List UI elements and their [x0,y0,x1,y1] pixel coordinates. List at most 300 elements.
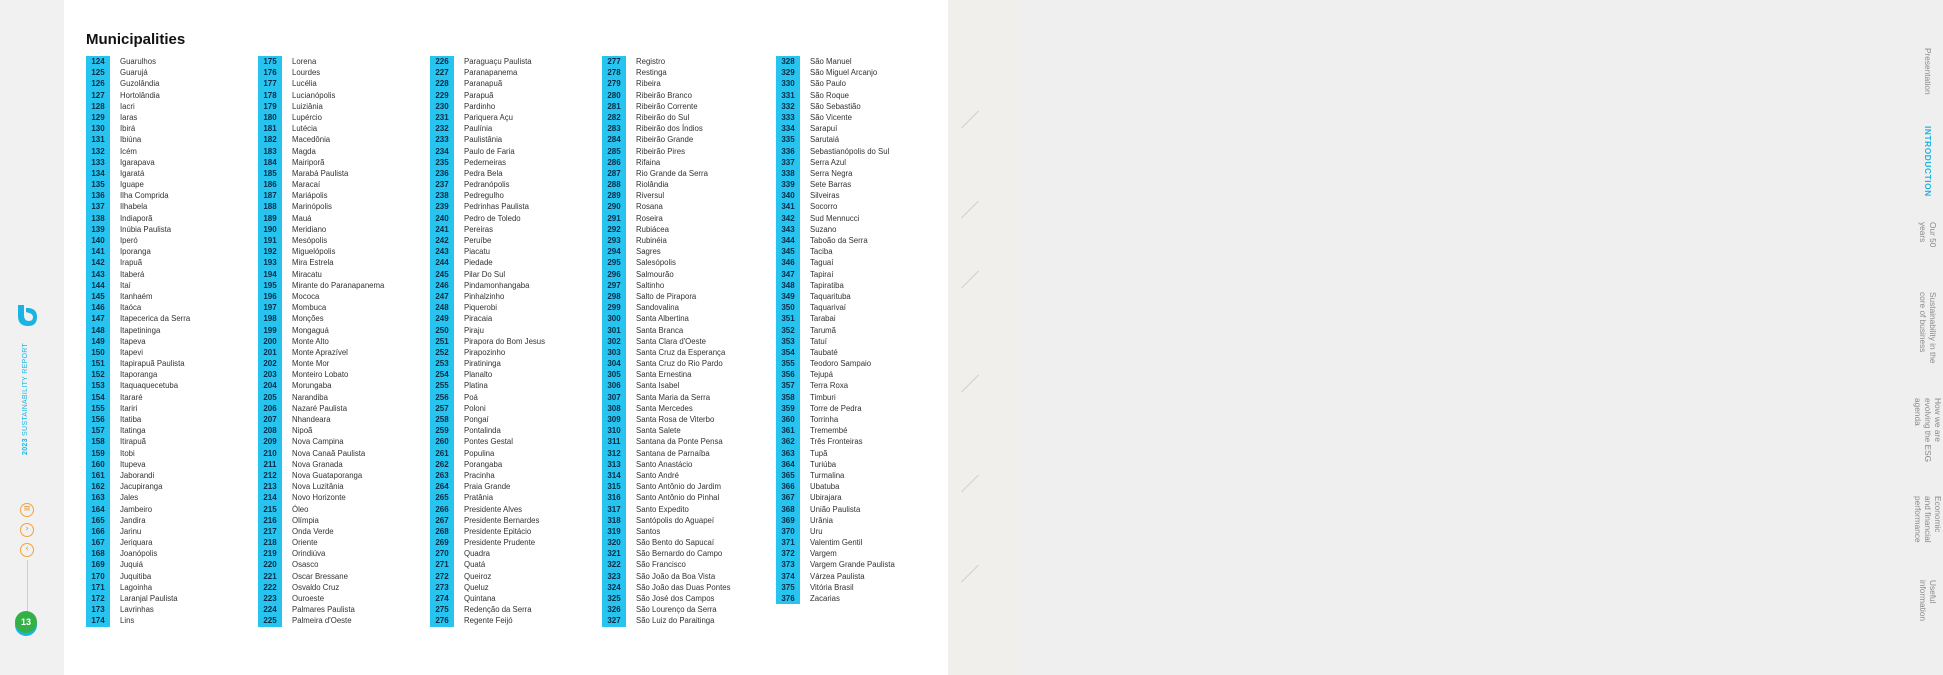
table-row [776,414,895,425]
table-row [258,67,384,78]
municipality-name: Paulínia [464,124,493,134]
municipality-number: 168 [86,548,110,559]
municipality-name: Pinhalzinho [464,291,505,301]
municipality-name: Morungaba [292,381,332,391]
municipality-number: 246 [430,280,454,291]
municipality-name: São Sebastião [810,101,861,111]
municipality-name: Ubirajara [810,493,842,503]
municipality-number: 344 [776,235,800,246]
tab-separator [961,271,979,289]
municipality-number: 250 [430,325,454,336]
chevron-left-icon[interactable]: ‹ [20,543,34,557]
table-row [602,470,731,481]
table-row [430,358,545,369]
municipality-name: Novo Horizonte [292,493,346,503]
municipality-name: Restinga [636,68,667,78]
municipality-name: Jarinu [120,526,142,536]
table-row [258,146,384,157]
table-row [86,504,190,515]
table-row [430,537,545,548]
municipality-number: 272 [430,571,454,582]
municipality-number: 152 [86,369,110,380]
municipality-name: Santo Antônio do Pinhal [636,493,720,503]
municipality-name: São João das Duas Pontes [636,582,731,592]
municipality-name: Nova Granada [292,459,343,469]
municipality-name: Silveiras [810,191,840,201]
municipality-name: Poloni [464,403,486,413]
table-row [258,313,384,324]
table-row [430,515,545,526]
municipality-name: Ribeirão Pires [636,146,685,156]
table-row [86,593,190,604]
municipality-name: São Roque [810,90,850,100]
tab-separator [961,111,979,129]
municipality-number: 153 [86,380,110,391]
municipality-number: 196 [258,291,282,302]
table-row [258,414,384,425]
municipality-name: Nazaré Paulista [292,403,348,413]
chevron-right-icon[interactable]: › [20,523,34,537]
municipality-number: 343 [776,224,800,235]
municipality-name: Iguape [120,180,144,190]
municipality-name: Santa Albertina [636,314,689,324]
municipality-name: Rio Grande da Serra [636,168,708,178]
municipality-name: Presidente Bernardes [464,515,540,525]
table-row [776,470,895,481]
municipality-number: 190 [258,224,282,235]
municipality-name: São Paulo [810,79,846,89]
table-row [86,380,190,391]
table-row [602,101,731,112]
table-row [776,347,895,358]
municipality-name: Itapirapuã Paulista [120,359,185,369]
table-row [258,470,384,481]
municipality-name: Registro [636,57,666,66]
municipality-name: Iporanga [120,247,151,257]
municipality-name: Torre de Pedra [810,403,862,413]
table-row [776,224,895,235]
table-row [602,246,731,257]
municipality-name: Maracaí [292,180,321,190]
table-row [86,459,190,470]
municipality-name: Guarujá [120,68,148,78]
table-row [258,504,384,515]
municipality-number: 224 [258,604,282,615]
municipality-name: Salto de Pirapora [636,291,697,301]
municipality-number: 264 [430,481,454,492]
municipality-number: 342 [776,213,800,224]
municipality-number: 158 [86,436,110,447]
table-row [258,537,384,548]
municipality-number: 363 [776,448,800,459]
municipality-number: 129 [86,112,110,123]
municipality-name: Zacarias [810,594,840,603]
tab-economic-performance[interactable]: Economic and financial performance [1913,496,1943,543]
table-row [602,280,731,291]
table-row [258,481,384,492]
municipality-name: Nova Campina [292,437,344,447]
municipality-number: 337 [776,157,800,168]
municipality-name: Rosana [636,202,663,212]
tab-sustainability-core[interactable]: Sustainability in the core of business [1918,292,1938,364]
municipality-number: 127 [86,90,110,101]
table-row [86,123,190,134]
table-row [258,392,384,403]
municipality-number: 311 [602,436,626,447]
municipality-name: Pedranópolis [464,180,510,190]
municipality-number: 225 [258,615,282,626]
municipality-name: Várzea Paulista [810,571,865,581]
municipality-number: 374 [776,571,800,582]
municipality-name: Vargem Grande Paulista [810,560,895,570]
municipality-name: Hortolândia [120,90,160,100]
municipality-name: Lutécia [292,124,318,134]
municipality-number: 305 [602,369,626,380]
municipality-number: 356 [776,369,800,380]
table-row [430,235,545,246]
municipality-number: 181 [258,123,282,134]
municipality-number: 186 [258,179,282,190]
table-row [430,269,545,280]
table-row [86,67,190,78]
table-row [430,604,545,615]
municipality-name: Sebastianópolis do Sul [810,146,890,156]
table-row [430,392,545,403]
document-page [64,0,948,675]
table-row [258,201,384,212]
table-row [776,459,895,470]
table-row [86,190,190,201]
municipality-number: 331 [776,90,800,101]
municipality-name: Queluz [464,582,489,592]
table-row [776,436,895,447]
municipality-name: Itaporanga [120,370,158,380]
table-row [430,582,545,593]
municipality-name: Torrinha [810,415,839,424]
municipality-number: 299 [602,302,626,313]
table-row [258,56,384,67]
municipality-name: São Bernardo do Campo [636,549,723,559]
tab-introduction[interactable]: INTRODUCTION [1923,126,1933,197]
table-row [86,347,190,358]
table-row [258,280,384,291]
tab-presentation[interactable]: Presentation [1923,48,1933,95]
municipality-number: 316 [602,492,626,503]
municipality-number: 139 [86,224,110,235]
municipality-name: Narandiba [292,392,328,402]
municipality-number: 242 [430,235,454,246]
municipality-name: Três Fronteiras [810,437,863,447]
municipality-number: 304 [602,358,626,369]
table-row [86,615,190,626]
municipality-number: 323 [602,571,626,582]
municipality-number: 345 [776,246,800,257]
municipality-name: Itatiba [120,415,142,424]
table-row [776,336,895,347]
tab-useful-information[interactable]: Useful information [1918,580,1938,622]
municipality-number: 195 [258,280,282,291]
tab-separator [961,375,979,393]
municipality-name: Roseira [636,213,663,223]
municipality-name: Tupã [810,448,828,458]
municipality-name: São Francisco [636,560,686,570]
municipality-name: São Lourenço da Serra [636,605,717,615]
municipality-name: Santa Cruz da Esperança [636,347,726,357]
municipality-number: 267 [430,515,454,526]
table-row [258,190,384,201]
municipality-name: Pracinha [464,470,495,480]
municipality-name: Nova Guataporanga [292,470,363,480]
municipality-number: 335 [776,134,800,145]
municipality-number: 247 [430,291,454,302]
municipality-name: Timburi [810,392,836,402]
municipality-number: 328 [776,56,800,67]
municipality-number: 182 [258,134,282,145]
municipality-name: Mairiporã [292,157,325,167]
municipality-number: 164 [86,504,110,515]
menu-icon[interactable]: ≡ [20,503,34,517]
municipality-name: Monções [292,314,324,324]
municipality-number: 215 [258,504,282,515]
municipality-number: 286 [602,157,626,168]
municipality-name: Santa Rosa de Viterbo [636,415,715,424]
table-row [776,481,895,492]
municipality-name: São João da Boa Vista [636,571,716,581]
municipality-name: Taboão da Serra [810,236,868,245]
brand-logo-icon [16,303,38,327]
table-row [430,615,545,626]
table-row [602,571,731,582]
table-row [430,571,545,582]
municipality-number: 365 [776,470,800,481]
table-row [602,168,731,179]
table-row [258,436,384,447]
table-row [602,492,731,503]
table-row [258,459,384,470]
municipality-name: Riolândia [636,180,669,190]
table-row [602,559,731,570]
table-row [602,179,731,190]
table-row [258,548,384,559]
municipality-number: 301 [602,325,626,336]
table-row [602,593,731,604]
table-row [602,425,731,436]
municipality-name: Jandira [120,515,146,525]
municipality-number: 155 [86,403,110,414]
municipality-name: Santana da Ponte Pensa [636,437,723,447]
municipality-number: 333 [776,112,800,123]
municipality-name: Luiziânia [292,101,323,111]
municipality-number: 172 [86,593,110,604]
municipality-number: 239 [430,201,454,212]
table-row [430,347,545,358]
municipality-number: 313 [602,459,626,470]
table-row [86,269,190,280]
municipality-number: 249 [430,313,454,324]
municipality-name: Santa Ernestina [636,370,692,380]
table-row [86,392,190,403]
table-row [86,537,190,548]
table-row [776,358,895,369]
municipality-name: Ouroeste [292,594,325,603]
municipality-number: 243 [430,246,454,257]
municipality-name: Sandovalina [636,303,679,313]
municipality-number: 324 [602,582,626,593]
municipality-name: Taguaí [810,258,834,268]
table-row [776,548,895,559]
municipality-name: Sete Barras [810,180,852,190]
municipality-name: São Manuel [810,57,852,66]
municipality-name: Santo Expedito [636,504,689,514]
table-row [86,358,190,369]
municipality-name: Igaratá [120,168,145,178]
table-row [258,593,384,604]
municipality-name: Rubinéia [636,236,667,245]
municipality-number: 236 [430,168,454,179]
table-row [776,213,895,224]
municipality-name: Uru [810,526,823,536]
table-row [430,224,545,235]
municipality-number: 143 [86,269,110,280]
municipality-number: 228 [430,78,454,89]
municipality-name: Lucianópolis [292,90,336,100]
municipality-number: 355 [776,358,800,369]
municipality-number: 317 [602,504,626,515]
municipality-name: Monte Mor [292,359,330,369]
municipality-number: 375 [776,582,800,593]
municipality-name: Jacupiranga [120,482,163,492]
municipality-name: Paulo de Faria [464,146,515,156]
municipality-name: Tejupá [810,370,833,380]
municipality-number: 131 [86,134,110,145]
table-row [86,526,190,537]
table-row [430,201,545,212]
municipality-name: Indiaporã [120,213,153,223]
municipality-number: 294 [602,246,626,257]
municipality-name: Ribeira [636,79,661,89]
municipality-number: 132 [86,146,110,157]
municipality-number: 271 [430,559,454,570]
table-row [430,492,545,503]
municipality-name: Santa Salete [636,426,681,436]
table-row [258,582,384,593]
table-row [86,302,190,313]
table-row [776,168,895,179]
municipality-name: Santa Branca [636,325,684,335]
municipality-name: Tarumã [810,325,836,335]
municipality-number: 260 [430,436,454,447]
table-row [86,481,190,492]
municipality-number: 270 [430,548,454,559]
table-row [86,369,190,380]
municipality-number: 203 [258,369,282,380]
municipality-number: 291 [602,213,626,224]
table-row [776,448,895,459]
table-row [602,358,731,369]
municipality-name: Lupércio [292,112,322,122]
table-row [776,302,895,313]
municipality-number: 268 [430,526,454,537]
table-row [602,504,731,515]
table-row [86,470,190,481]
table-row [86,582,190,593]
table-row [86,414,190,425]
table-row [86,436,190,447]
municipality-name: Santo Antônio do Jardim [636,482,721,492]
municipality-name: Valentim Gentil [810,538,863,548]
tab-our-50-years[interactable]: Our 50 years [1918,222,1938,248]
table-row [602,190,731,201]
table-row [430,112,545,123]
municipality-name: Santos [636,526,661,536]
table-row [776,90,895,101]
municipality-number: 209 [258,436,282,447]
municipality-name: Magda [292,146,316,156]
column-2 [258,56,384,627]
table-row [86,78,190,89]
municipality-number: 140 [86,235,110,246]
municipality-name: Lucélia [292,79,317,89]
municipality-name: Mira Estrela [292,258,334,268]
table-row [430,593,545,604]
municipality-number: 369 [776,515,800,526]
municipality-number: 134 [86,168,110,179]
table-row [776,235,895,246]
table-row [86,559,190,570]
municipality-number: 154 [86,392,110,403]
municipality-number: 348 [776,280,800,291]
table-row [776,582,895,593]
municipality-number: 340 [776,190,800,201]
municipality-name: Socorro [810,202,838,212]
municipality-name: Taquarivaí [810,303,846,313]
table-row [776,571,895,582]
municipality-number: 173 [86,604,110,615]
municipality-number: 192 [258,246,282,257]
table-row [602,548,731,559]
municipality-number: 150 [86,347,110,358]
municipality-number: 362 [776,436,800,447]
tab-esg-agenda[interactable]: How we are evolving the ESG agenda [1913,398,1943,463]
municipality-number: 320 [602,537,626,548]
tab-separator [961,201,979,219]
municipality-number: 253 [430,358,454,369]
municipality-name: Oscar Bressane [292,571,348,581]
municipality-name: Piraju [464,325,484,335]
table-row [602,369,731,380]
municipality-name: Itararé [120,392,143,402]
municipality-number: 213 [258,481,282,492]
table-row [430,380,545,391]
municipality-number: 357 [776,380,800,391]
municipality-name: Osasco [292,560,319,570]
municipality-name: Mauá [292,213,312,223]
municipality-number: 341 [776,201,800,212]
municipality-name: Pedra Bela [464,168,503,178]
municipality-name: Santa Maria da Serra [636,392,711,402]
table-row [86,134,190,145]
municipality-number: 307 [602,392,626,403]
municipality-name: Lourdes [292,68,321,78]
municipality-number: 325 [602,593,626,604]
table-row [430,325,545,336]
municipality-name: São José dos Campos [636,594,715,603]
table-row [776,123,895,134]
municipality-name: Vargem [810,549,837,559]
municipality-number: 221 [258,571,282,582]
municipality-number: 308 [602,403,626,414]
table-row [86,313,190,324]
